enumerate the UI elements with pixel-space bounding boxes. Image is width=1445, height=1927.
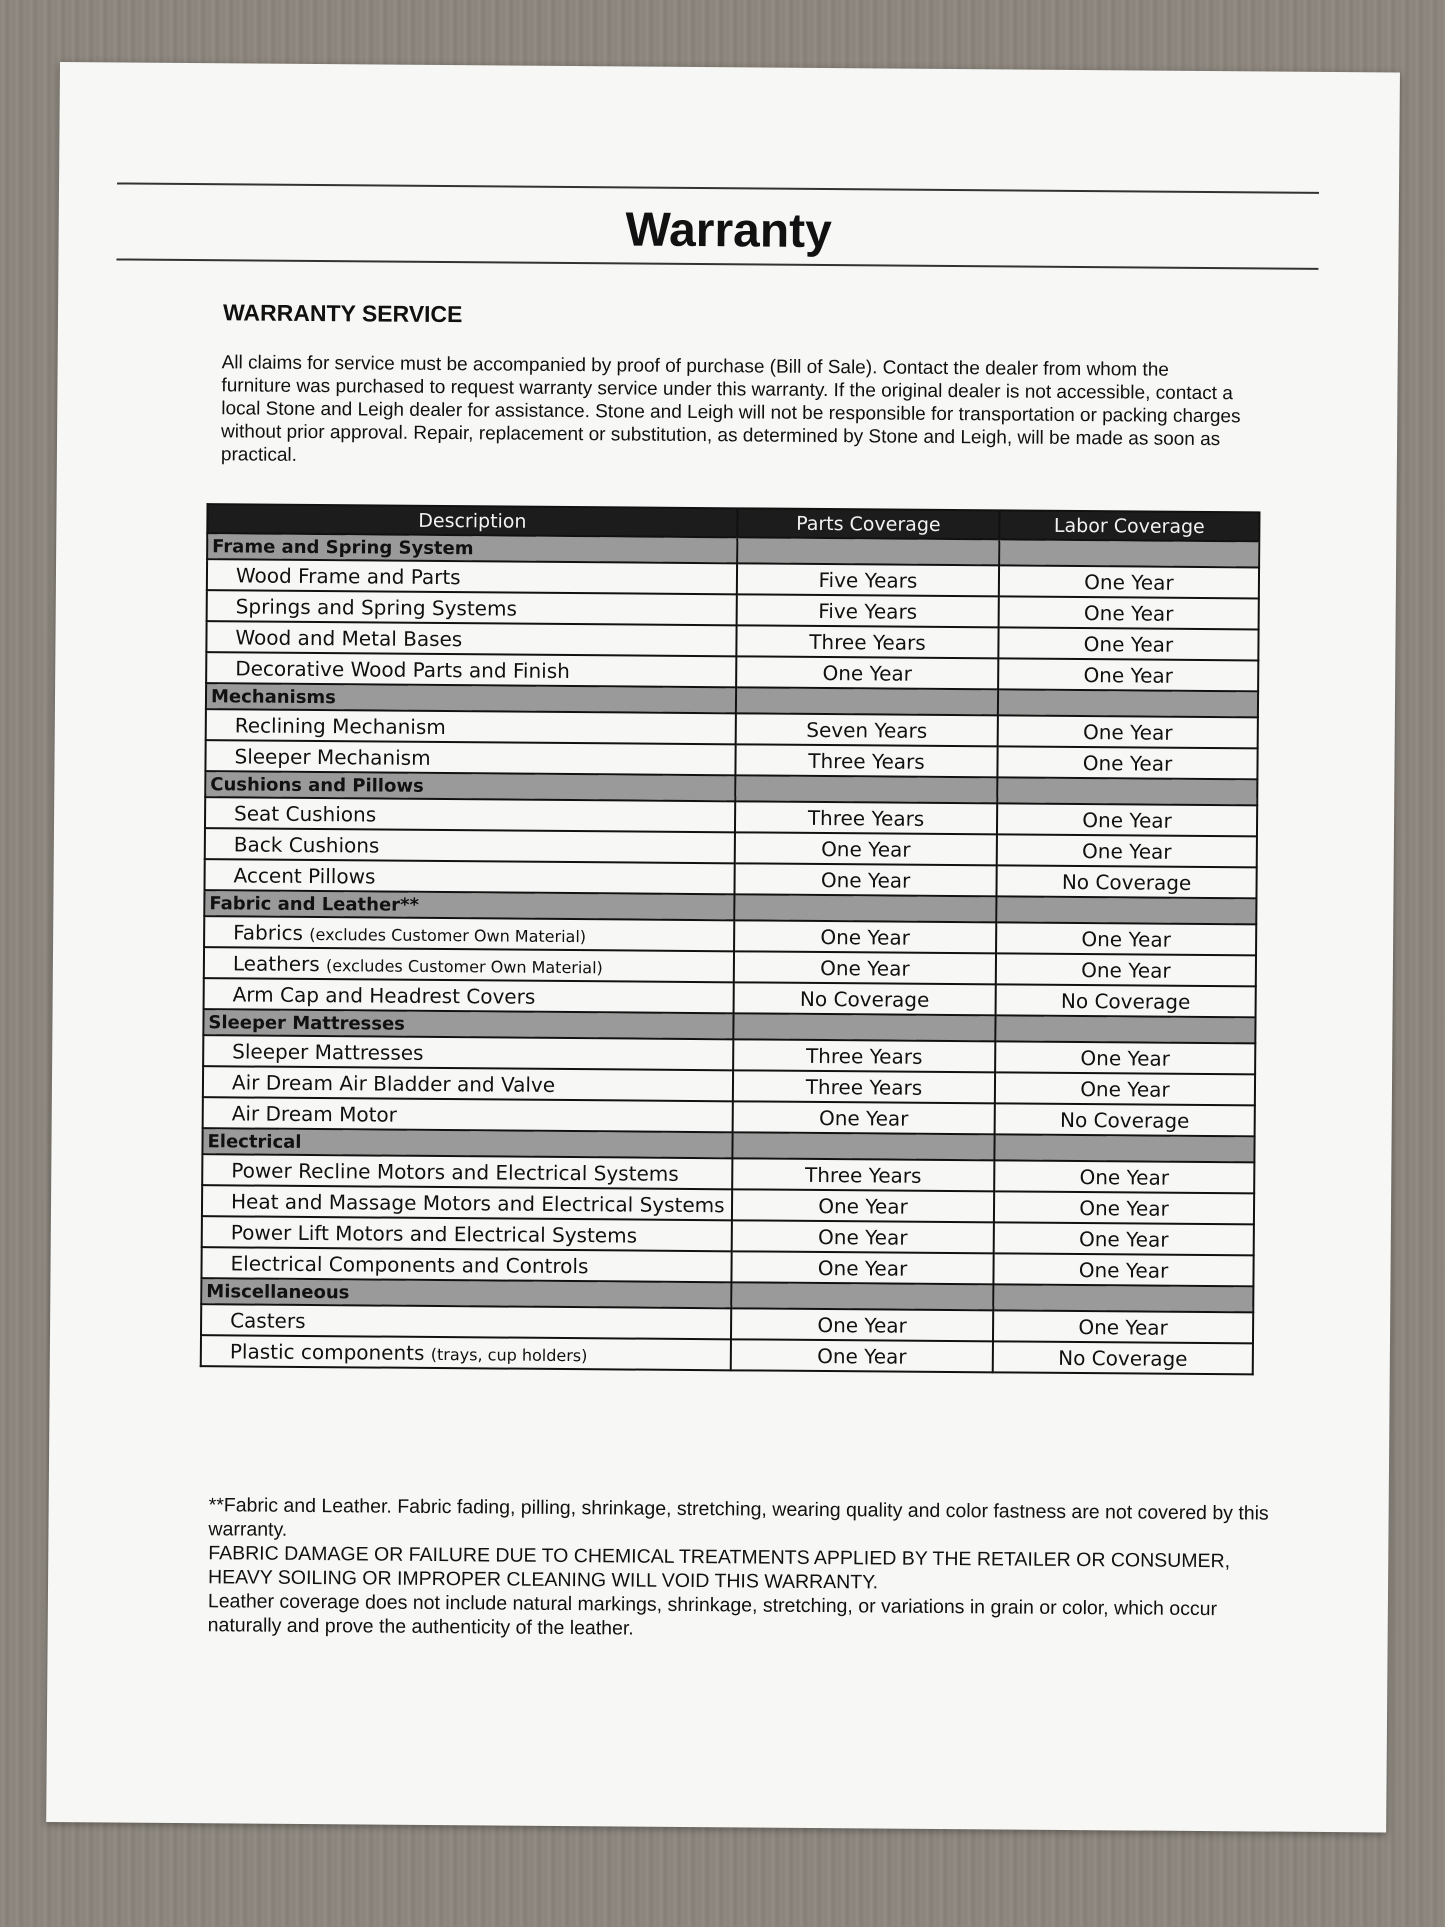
parts-coverage-cell: Three Years <box>735 744 997 777</box>
item-label: Power Lift Motors and Electrical Systems <box>230 1219 638 1248</box>
section-heading: WARRANTY SERVICE <box>222 299 463 328</box>
item-description <box>205 797 735 832</box>
warranty-sheet <box>46 62 1400 1832</box>
footnotes <box>208 1493 1289 1645</box>
labor-coverage-cell: One Year <box>993 1310 1253 1343</box>
category-labor-blank <box>998 689 1258 717</box>
category-parts-blank <box>736 687 998 715</box>
item-description <box>201 1304 731 1339</box>
labor-coverage-cell: One Year <box>999 565 1259 598</box>
category-label: Miscellaneous <box>201 1278 731 1308</box>
parts-coverage-cell: One Year <box>736 656 998 689</box>
parts-coverage-cell: Three Years <box>735 801 997 834</box>
item-description <box>202 1185 732 1220</box>
item-label: Plastic components <box>229 1338 425 1365</box>
item-label: Springs and Spring Systems <box>235 593 518 621</box>
table-body <box>201 533 1260 1374</box>
item-description <box>202 1216 732 1251</box>
category-labor-blank <box>997 777 1257 805</box>
item-label: Reclining Mechanism <box>234 712 446 739</box>
parts-coverage-cell: One Year <box>732 1220 994 1253</box>
parts-coverage-cell: One Year <box>734 951 996 984</box>
category-parts-blank <box>737 537 999 565</box>
category-parts-blank <box>735 775 997 803</box>
item-label: Air Dream Motor <box>231 1100 398 1127</box>
labor-coverage-cell: One Year <box>997 803 1257 836</box>
item-label: Heat and Massage Motors and Electrical Systems <box>230 1188 725 1217</box>
item-description <box>204 947 734 982</box>
item-label: Power Recline Motors and Electrical Systems <box>231 1157 679 1186</box>
labor-coverage-cell: One Year <box>995 1072 1255 1105</box>
item-note: (excludes Customer Own Material) <box>309 924 587 946</box>
category-label: Mechanisms <box>206 683 736 713</box>
parts-coverage-cell: One Year <box>735 832 997 865</box>
labor-coverage-cell: One Year <box>997 746 1257 779</box>
labor-coverage-cell: One Year <box>997 834 1257 867</box>
category-label: Cushions and Pillows <box>205 771 735 801</box>
parts-coverage-cell: Seven Years <box>736 713 998 746</box>
category-label: Electrical <box>202 1128 732 1158</box>
labor-coverage-cell: One Year <box>994 1222 1254 1255</box>
item-description <box>204 978 734 1013</box>
item-label: Sleeper Mechanism <box>234 743 431 770</box>
item-label: Seat Cushions <box>234 800 377 827</box>
labor-coverage-cell: One Year <box>993 1253 1253 1286</box>
parts-coverage-cell: No Coverage <box>734 982 996 1015</box>
top-rule <box>117 182 1319 193</box>
item-label: Leathers <box>232 950 320 976</box>
labor-coverage-cell: No Coverage <box>996 984 1256 1017</box>
footnote-fabric-leather: **Fabric and Leather. Fabric fading, pilling, shrinkage, stretching, wearing quality and color fastness are not covered by this warranty. <box>208 1494 1269 1541</box>
item-label: Arm Cap and Headrest Covers <box>232 981 536 1009</box>
parts-coverage-cell: Five Years <box>737 594 999 627</box>
category-labor-blank <box>996 896 1256 924</box>
labor-coverage-cell: No Coverage <box>996 865 1256 898</box>
header-parts-coverage: Parts Coverage <box>737 508 999 539</box>
item-description <box>204 916 734 951</box>
labor-coverage-cell: One Year <box>994 1160 1254 1193</box>
labor-coverage-cell: One Year <box>994 1191 1254 1224</box>
item-description <box>203 1097 733 1132</box>
intro-paragraph: All claims for service must be accompanied by proof of purchase (Bill of Sale). Contact the dealer from whom the furniture was purchased to request warranty service under this warranty. If the original dealer is not accessible, contact a local Stone and Leigh dealer for assistance. Stone and Leigh will not be responsible for transportation or packing charges without prior approval. Repair, replacement or substitution, as determined by Stone and Leigh, will be made as soon as practical. <box>220 352 1241 466</box>
item-label: Accent Pillows <box>233 862 376 889</box>
category-labor-blank <box>995 1015 1255 1043</box>
labor-coverage-cell: One Year <box>996 953 1256 986</box>
labor-coverage-cell: No Coverage <box>993 1341 1253 1374</box>
category-labor-blank <box>993 1284 1253 1312</box>
header-labor-coverage: Labor Coverage <box>999 510 1259 541</box>
item-description <box>206 652 736 687</box>
labor-coverage-cell: One Year <box>996 922 1256 955</box>
labor-coverage-cell: One Year <box>998 627 1258 660</box>
category-labor-blank <box>999 539 1259 567</box>
parts-coverage-cell: Three Years <box>736 625 998 658</box>
item-description <box>206 621 736 656</box>
item-note: (trays, cup holders) <box>430 1344 588 1365</box>
item-description <box>203 1035 733 1070</box>
labor-coverage-cell: One Year <box>995 1041 1255 1074</box>
parts-coverage-cell: Five Years <box>737 563 999 596</box>
page-title: Warranty <box>625 203 833 259</box>
category-parts-blank <box>731 1282 993 1310</box>
footnote-fabric-damage: FABRIC DAMAGE OR FAILURE DUE TO CHEMICAL TREATMENTS APPLIED BY THE RETAILER OR CONSUMER, HEAVY SOILING OR IMPROPER CLEANING WILL VOID THIS WARRANTY. <box>208 1542 1231 1594</box>
parts-coverage-cell: One Year <box>731 1251 993 1284</box>
item-label: Decorative Wood Parts and Finish <box>235 655 570 683</box>
labor-coverage-cell: One Year <box>998 715 1258 748</box>
category-parts-blank <box>733 1013 995 1041</box>
item-description <box>201 1247 731 1282</box>
item-description <box>205 859 735 894</box>
parts-coverage-cell: One Year <box>734 863 996 896</box>
labor-coverage-cell: No Coverage <box>995 1103 1255 1136</box>
item-description <box>201 1335 731 1370</box>
category-label: Fabric and Leather** <box>204 890 734 920</box>
item-label: Wood Frame and Parts <box>235 562 461 589</box>
item-label: Sleeper Mattresses <box>232 1038 424 1065</box>
item-description <box>206 709 736 744</box>
item-description <box>205 828 735 863</box>
parts-coverage-cell: Three Years <box>732 1158 994 1191</box>
parts-coverage-cell: One Year <box>731 1339 993 1372</box>
item-description <box>202 1154 732 1189</box>
item-label: Air Dream Air Bladder and Valve <box>231 1069 556 1097</box>
item-label: Casters <box>230 1307 306 1333</box>
item-description <box>207 590 737 625</box>
footnote-leather-coverage: Leather coverage does not include natural markings, shrinkage, stretching, or variations in grain or color, which occur naturally and prove the authenticity of the leather. <box>207 1590 1218 1640</box>
category-parts-blank <box>734 894 996 922</box>
item-label: Wood and Metal Bases <box>235 624 463 651</box>
category-label: Sleeper Mattresses <box>203 1009 733 1039</box>
parts-coverage-cell: One Year <box>732 1189 994 1222</box>
parts-coverage-cell: Three Years <box>733 1039 995 1072</box>
category-parts-blank <box>732 1132 994 1160</box>
item-label: Fabrics <box>233 919 304 945</box>
item-label: Back Cushions <box>233 831 380 858</box>
parts-coverage-cell: One Year <box>734 920 996 953</box>
labor-coverage-cell: One Year <box>999 596 1259 629</box>
category-labor-blank <box>994 1134 1254 1162</box>
coverage-table <box>200 503 1261 1375</box>
parts-coverage-cell: One Year <box>731 1308 993 1341</box>
item-label: Electrical Components and Controls <box>230 1250 589 1278</box>
header-description: Description <box>207 504 737 537</box>
item-description <box>203 1066 733 1101</box>
category-label: Frame and Spring System <box>207 533 737 563</box>
item-description <box>205 740 735 775</box>
item-description <box>207 559 737 594</box>
item-note: (excludes Customer Own Material) <box>326 955 603 977</box>
parts-coverage-cell: One Year <box>733 1101 995 1134</box>
labor-coverage-cell: One Year <box>998 658 1258 691</box>
parts-coverage-cell: Three Years <box>733 1070 995 1103</box>
